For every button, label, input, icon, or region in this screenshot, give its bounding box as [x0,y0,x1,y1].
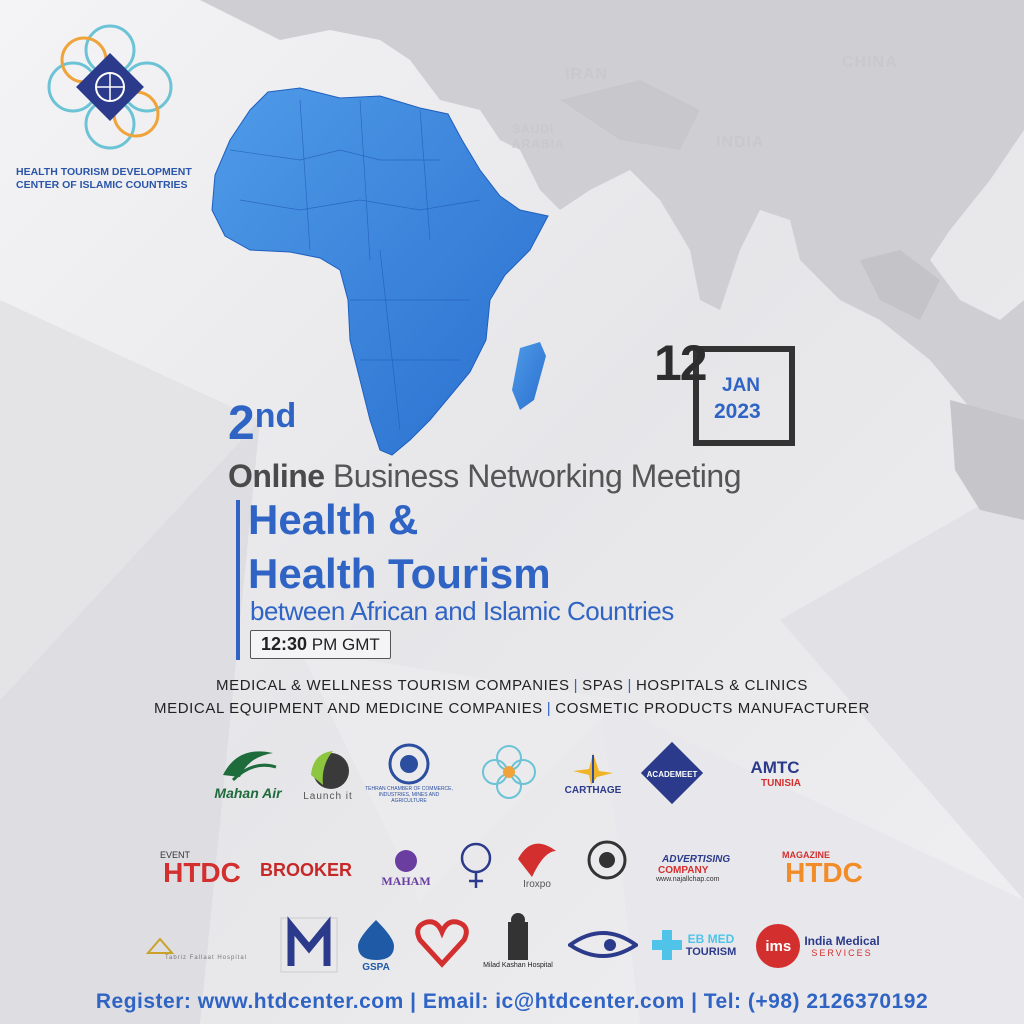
india-medical-text: India Medical [804,934,880,948]
sponsor-febmed [648,918,740,972]
sponsor-tabriz [146,928,266,968]
map-label-china: CHINA [842,54,898,71]
sponsor-tehran-chamber [364,736,454,810]
launch-it-logo [303,745,353,791]
aviation-logo [585,838,629,888]
maham-logo [393,848,419,874]
event-subtitle [228,458,741,495]
gspa-text: GSPA [362,961,390,973]
venus-logo [456,840,496,890]
category-item: HOSPITALS & CLINICS [635,677,808,694]
iroxpo-text: Iroxpo [523,878,551,890]
sponsor-carthage [560,736,626,810]
category-item: MEDICAL & WELLNESS TOURISM COMPANIES [216,677,570,694]
sponsor-tehran-health [468,730,550,814]
carthage-text: CARTHAGE [564,784,622,796]
htdc-magazine-text: HTDC [785,857,863,888]
map-label-india: INDIA [716,134,765,151]
tabriz-text: Tabriz Fallaat Hospital [164,955,248,961]
india-medical-sub: SERVICES [811,948,873,958]
category-separator: | [627,677,632,694]
org-name-line1: HEALTH TOURISM DEVELOPMENT [16,166,192,178]
subtitle-bold: Online [228,458,325,494]
tabriz-logo [146,935,174,955]
amtc-sub: TUNISIA [761,777,801,789]
sponsor-india-medical [748,920,888,972]
medical-cross-icon [652,930,682,960]
title-line-3: between African and Islamic Countries [250,596,674,626]
carthage-logo [573,751,613,785]
gspa-logo [356,918,396,962]
mahan-air-logo [218,745,278,785]
sponsor-academeet [636,740,708,806]
academeet-logo [637,741,707,805]
advertising-text: ADVERTISING [662,853,731,865]
map-label-iran: IRAN [565,66,609,83]
eye-logo [568,927,638,963]
sponsor-advertising [656,848,766,888]
category-item: SPAS [582,677,624,694]
sponsor-brooker [260,852,353,888]
htdc-event-text: HTDC [163,857,241,888]
febmed-sub: TOURISM [685,946,737,958]
febmed-row [652,930,737,960]
heart-icon [415,918,469,968]
sponsor-iranmehr [276,914,342,976]
sponsor-venus [452,836,500,894]
category-item: COSMETIC PRODUCTS MANUFACTURER [555,700,870,717]
title-accent-bar [236,500,240,660]
sponsor-amtc [724,740,808,806]
title-line-1: Health & [248,496,419,543]
sponsor-milad-kashan [478,904,558,976]
time-suffix: PM GMT [307,635,380,654]
ims-badge [756,924,800,968]
advertising-url: www.najallchap.com [656,875,720,883]
htdc-magazine-top: MAGAZINE [782,850,830,860]
map-label-saudi: SAUDI ARABIA [512,122,565,151]
sponsor-mahan-air [208,738,288,808]
sponsor-htdc-magazine [778,846,870,890]
milad-kashan-logo [502,912,534,962]
footer-contact: Register: www.htdcenter.com | Email: ic@htdcenter.com | Tel: (+98) 2126370192 [95,990,929,1013]
launch-it-text: Launch it [303,790,353,802]
sponsor-maham [366,844,446,892]
category-line-2 [0,700,1024,717]
brooker-text: BROOKER [260,859,353,880]
company-text: COMPANY [658,864,709,876]
date-day: 12 [654,335,706,391]
org-name-line2: CENTER OF ISLAMIC COUNTRIES [16,179,188,191]
htdc-event-top: EVENT [160,850,191,860]
sponsor-aviation [580,834,634,892]
maham-text: MAHAM [381,873,431,888]
edition-suffix: nd [254,397,297,435]
tehran-chamber-text: TEHRAN CHAMBER OF COMMERCE, INDUSTRIES, MINES AND AGRICULTURE [365,786,453,804]
sponsor-htdc-event [156,846,248,890]
tehran-health-logo [479,742,539,802]
edition-label [228,396,296,451]
iranmehr-logo [279,916,339,974]
ims-text: ims [765,937,792,955]
time-value: 12:30 [261,634,308,654]
title-line-2: Health Tourism [248,550,551,597]
org-name [16,166,192,192]
date-month: JAN [722,375,761,396]
mahan-air-text: Mahan Air [214,785,282,801]
febmed-text: EB MED [687,932,735,946]
india-medical-text-wrap [804,934,879,958]
subtitle-rest: Business Networking Meeting [324,458,741,494]
india-medical-row [756,924,879,968]
category-item: MEDICAL EQUIPMENT AND MEDICINE COMPANIES [154,700,543,717]
sponsor-tunisia-eye [566,920,640,970]
sponsor-iroxpo [510,832,564,894]
amtc-text: AMTC [750,757,800,777]
sponsor-tehran-heart [412,912,472,974]
edition-number: 2 [228,397,255,450]
event-time [250,630,391,659]
iroxpo-logo [514,837,560,879]
sponsor-gspa [352,914,400,976]
category-line-1 [0,677,1024,694]
febmed-text-wrap [686,932,737,958]
academeet-text: ACADEMEET [646,770,698,779]
category-separator: | [546,700,552,717]
milad-kashan-text: Milad Kashan Hospital [483,961,553,969]
htdc-logo [40,22,190,157]
category-separator: | [573,677,579,694]
date-year: 2023 [714,400,761,423]
tehran-chamber-logo [387,742,431,786]
sponsor-launch-it [294,738,362,808]
